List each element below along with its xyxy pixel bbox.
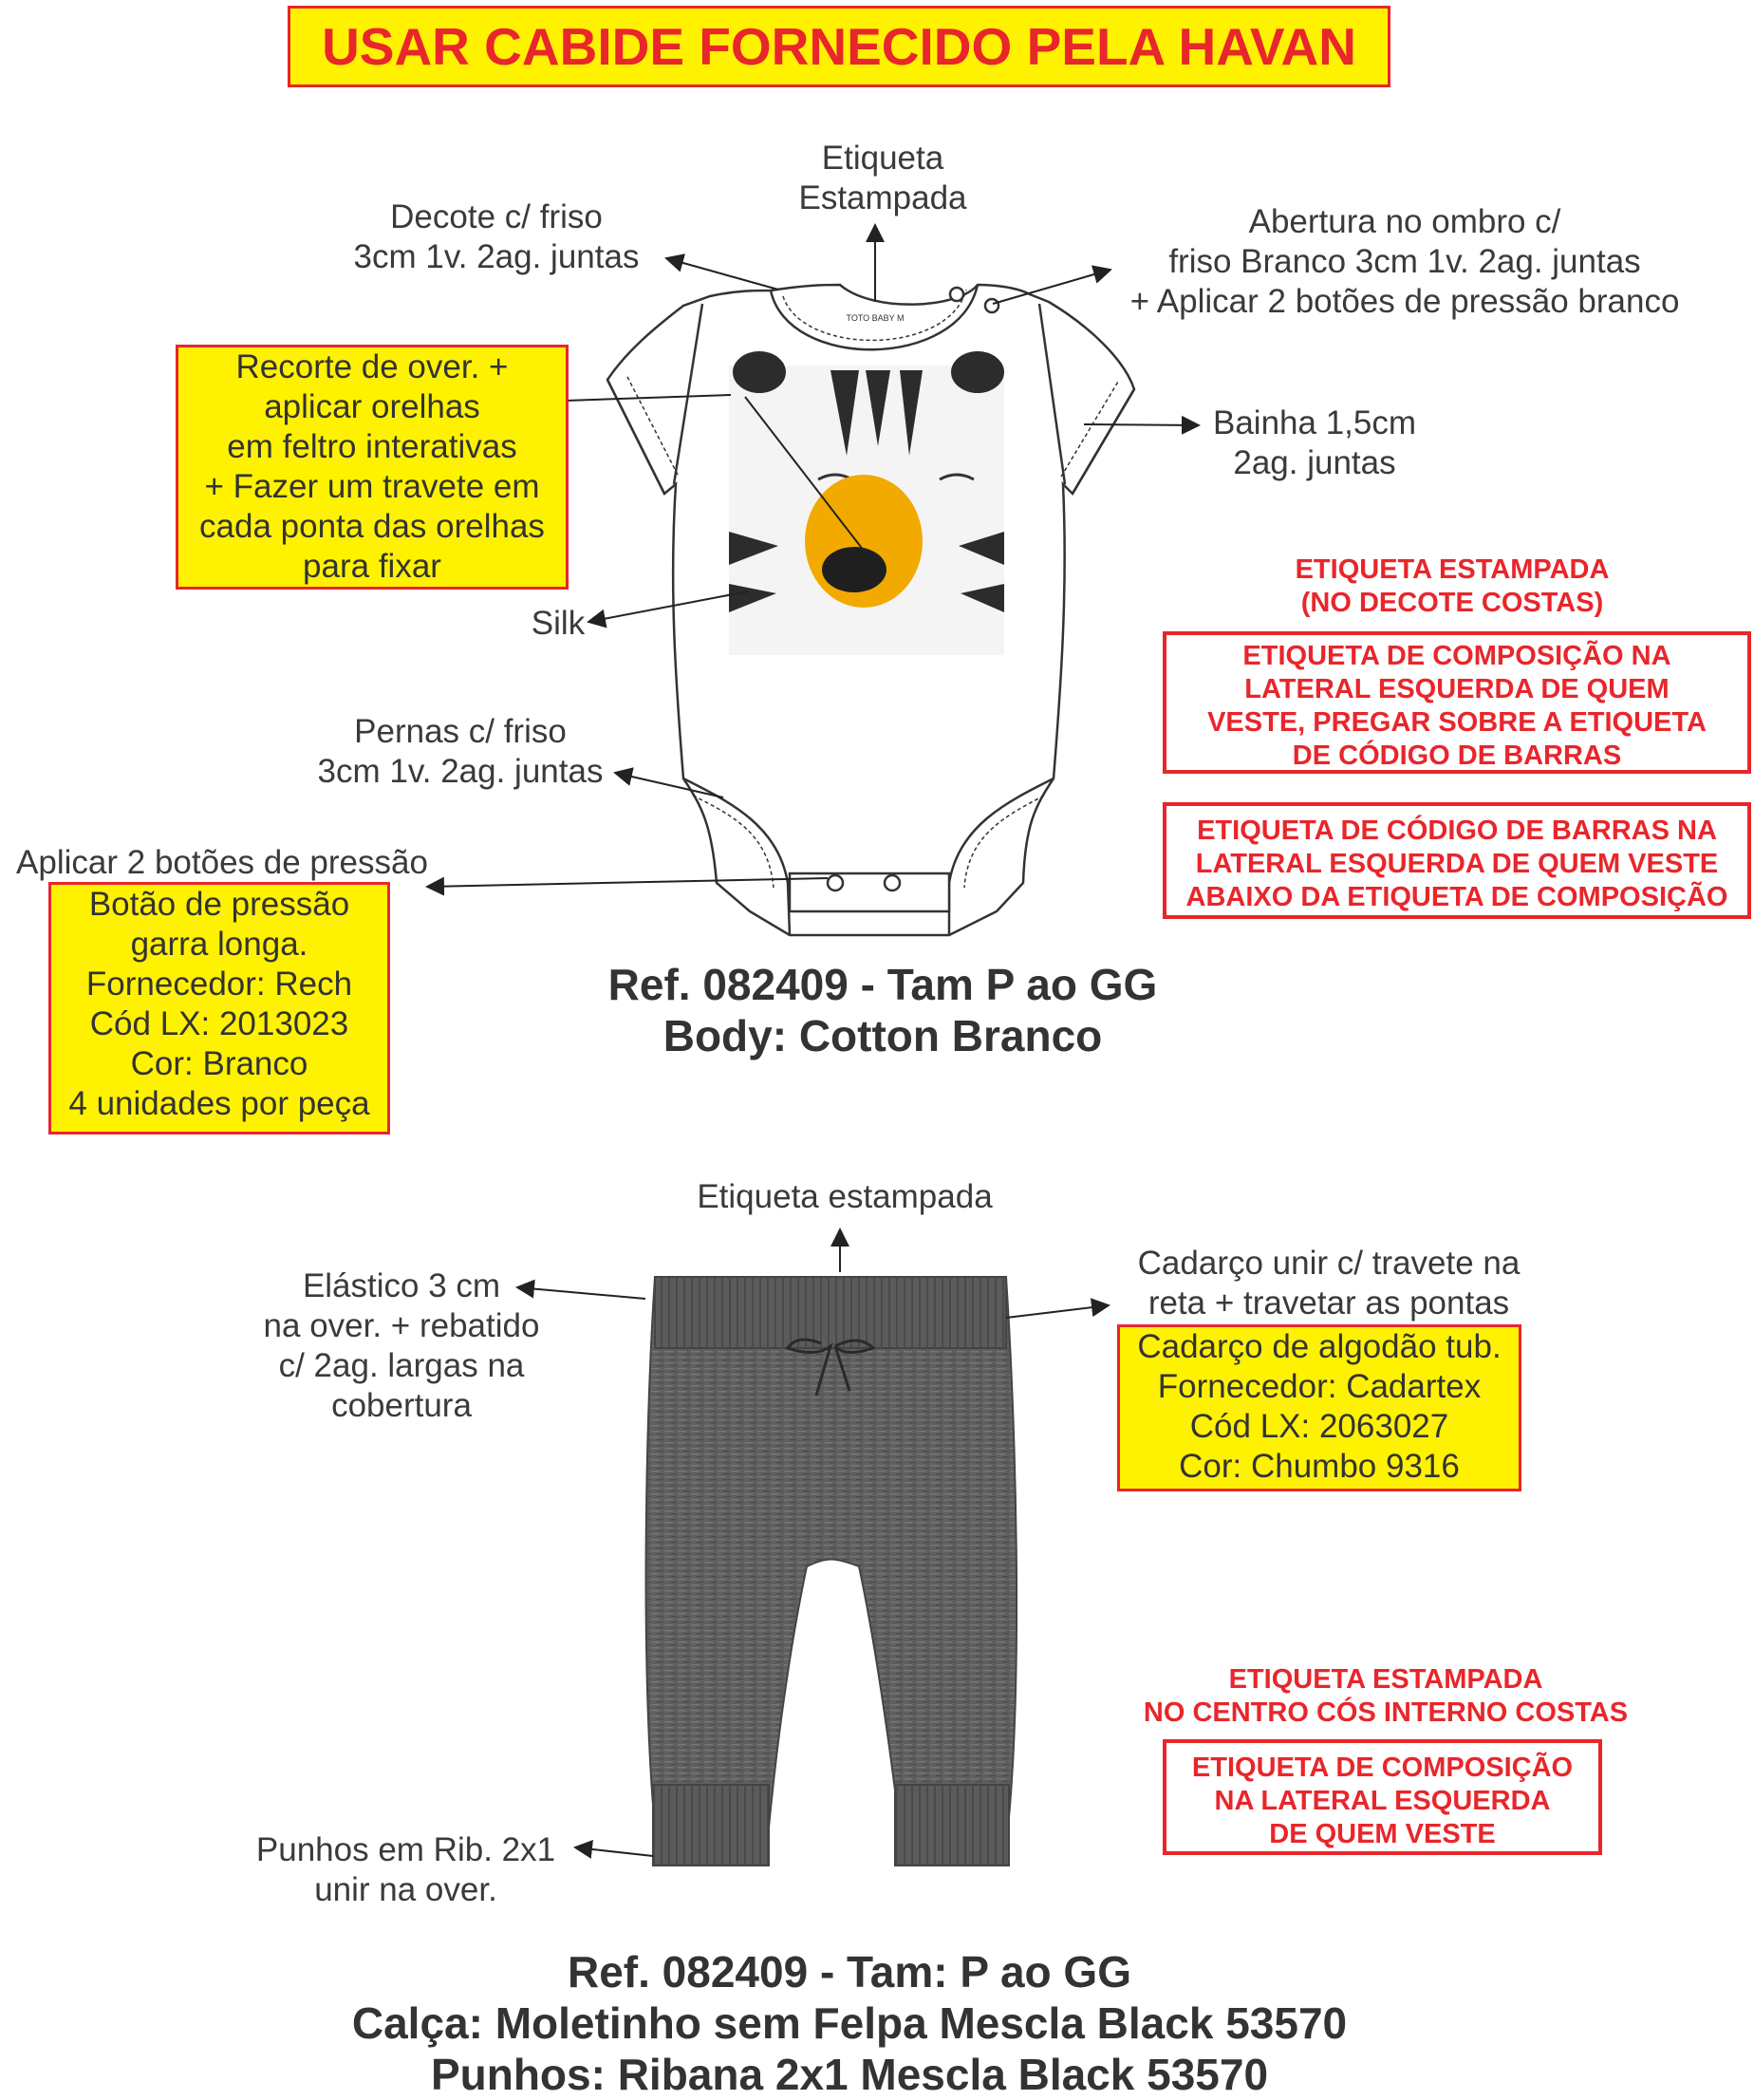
label-pants-etiqueta: Etiqueta estampada [697, 1178, 993, 1215]
body-barcode-label-note: ETIQUETA DE CÓDIGO DE BARRAS NA LATERAL ESQUERDA DE QUEM VESTE ABAIXO DA ETIQUETA DE COMPOSIÇÃO [1163, 802, 1751, 919]
cuff-left [653, 1785, 769, 1866]
shoulder-snap [950, 288, 963, 301]
snap-button-spec-box: Botão de pressão garra longa. Fornecedor: Rech Cód LX: 2013023 Cor: Branco 4 unidades por peça [48, 882, 390, 1134]
pants-composition-label-note: ETIQUETA DE COMPOSIÇÃO NA LATERAL ESQUERDA DE QUEM VESTE [1163, 1739, 1602, 1855]
body-reference: Ref. 082409 - Tam P ao GG Body: Cotton Branco [607, 960, 1158, 1060]
label-cadarco: Cadarço unir c/ travete na reta + travetar as pontas [1137, 1245, 1521, 1322]
body-printed-label-note: ETIQUETA ESTAMPADA (NO DECOTE COSTAS) [1295, 554, 1610, 618]
recorte-orelhas-box: Recorte de over. + aplicar orelhas em feltro interativas + Fazer um travete em cada ponta das orelhas para fixar [176, 345, 569, 590]
waistband [655, 1277, 1006, 1348]
pants-printed-label-note: ETIQUETA ESTAMPADA NO CENTRO CÓS INTERNO COSTAS [1143, 1664, 1629, 1728]
label-bainha: Bainha 1,5cm 2ag. juntas [1212, 404, 1417, 481]
pants-reference: Ref. 082409 - Tam: P ao GG Calça: Moletinho sem Felpa Mescla Black 53570 Punhos: Ribana 2x1 Mescla Black 53570 [351, 1947, 1348, 2099]
cuff-right [895, 1785, 1009, 1866]
label-elastico: Elástico 3 cm na over. + rebatido c/ 2ag. largas na cobertura [263, 1267, 540, 1424]
tiger-print [729, 351, 1004, 655]
label-silk: Silk [531, 605, 586, 642]
hanger-instruction-banner: USAR CABIDE FORNECIDO PELA HAVAN [288, 6, 1390, 87]
shoulder-snap [985, 299, 998, 312]
tiger-ear-left [733, 351, 786, 393]
drawstring-spec-box: Cadarço de algodão tub. Fornecedor: Cadartex Cód LX: 2063027 Cor: Chumbo 9316 [1117, 1324, 1521, 1491]
snap-button [885, 875, 900, 891]
label-punhos: Punhos em Rib. 2x1 unir na over. [255, 1831, 556, 1908]
tiger-ear-right [951, 351, 1004, 393]
pants-drawing [646, 1277, 1017, 1866]
neck-label-print: TOTO BABY M [846, 313, 905, 323]
label-abertura-ombro: Abertura no ombro c/ friso Branco 3cm 1v. 2ag. juntas + Aplicar 2 botões de pressão branco [1129, 203, 1680, 320]
label-etiqueta-estampada: Etiqueta Estampada [798, 140, 967, 216]
label-aplicar-botoes: Aplicar 2 botões de pressão [16, 844, 428, 881]
body-composition-label-note: ETIQUETA DE COMPOSIÇÃO NA LATERAL ESQUERDA DE QUEM VESTE, PREGAR SOBRE A ETIQUETA DE CÓDIGO DE BARRAS [1163, 631, 1751, 774]
pants-body [646, 1277, 1017, 1828]
label-decote: Decote c/ friso 3cm 1v. 2ag. juntas [353, 198, 640, 275]
label-pernas: Pernas c/ friso 3cm 1v. 2ag. juntas [317, 713, 604, 790]
snap-button [828, 875, 843, 891]
